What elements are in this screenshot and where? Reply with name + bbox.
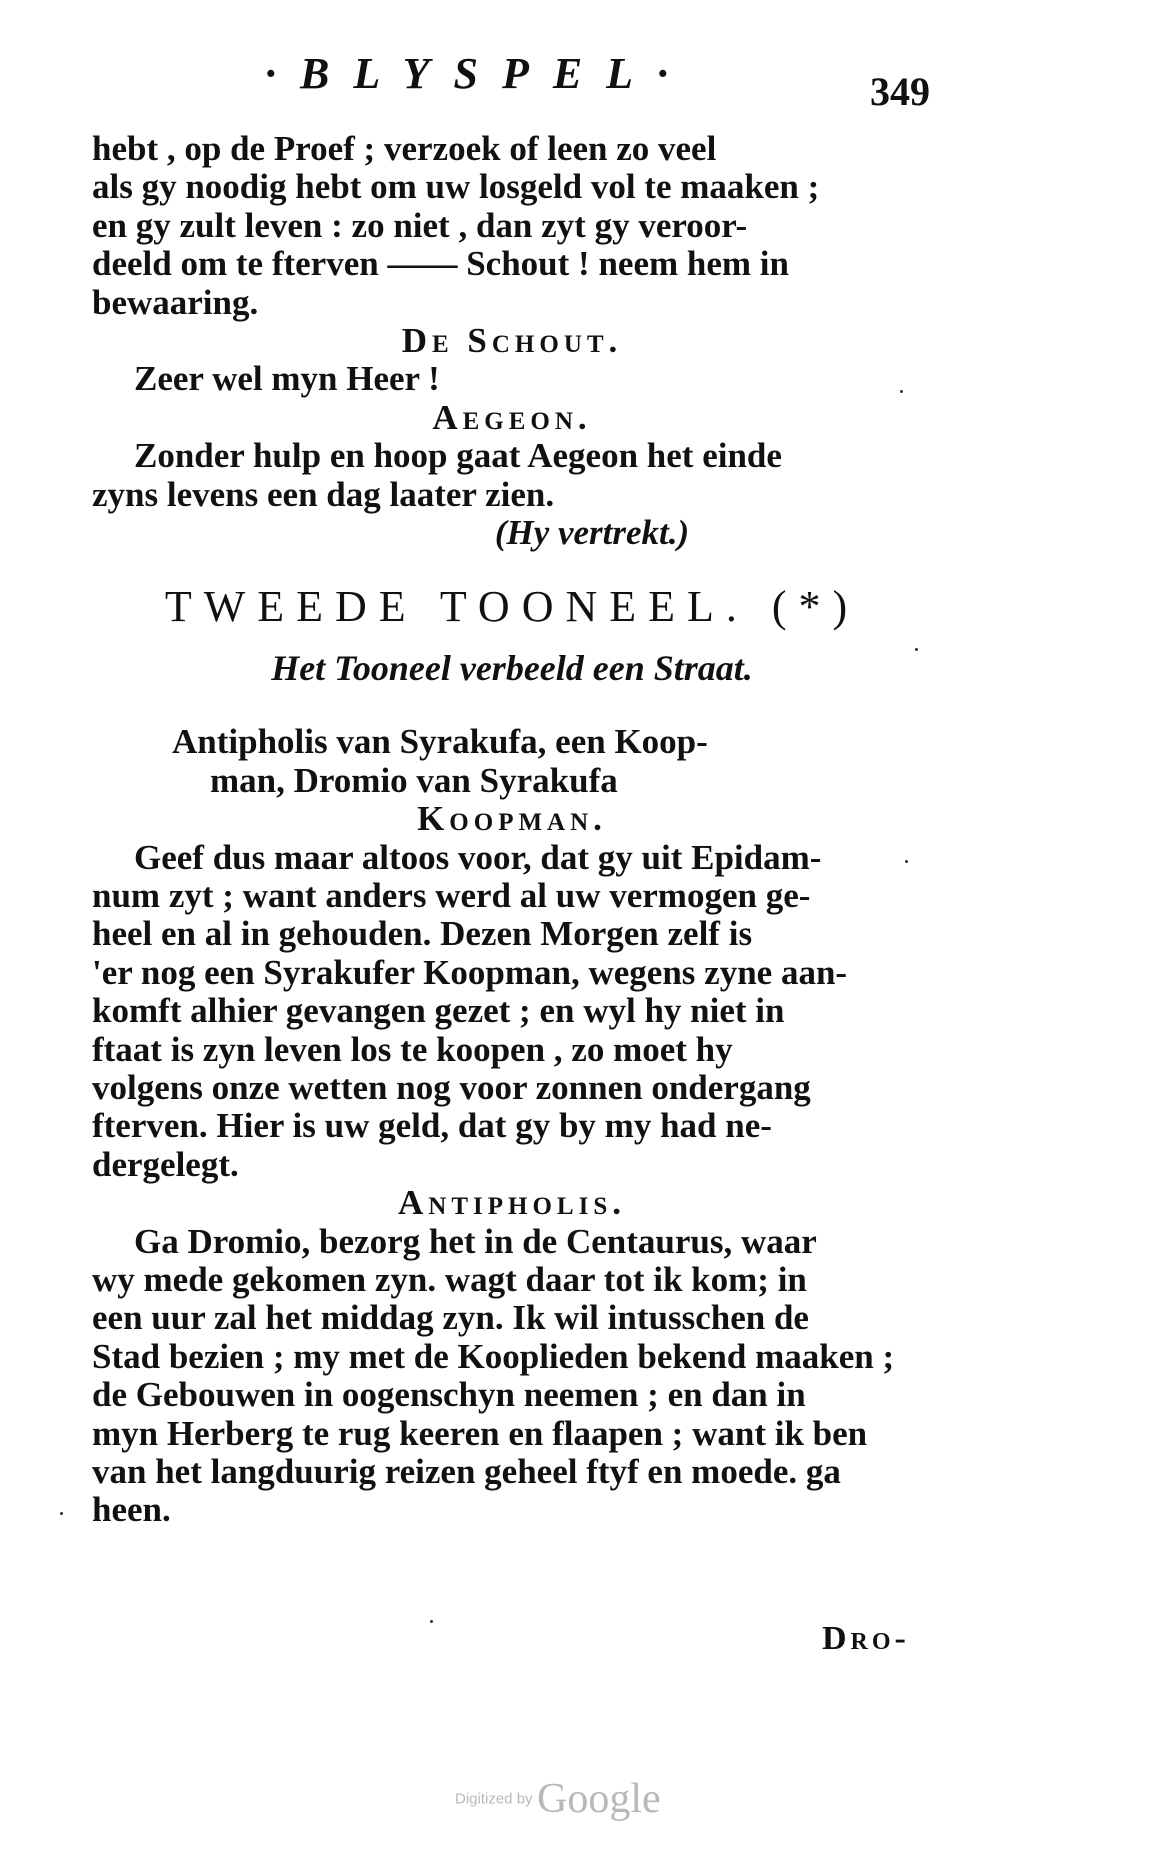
text-line: wy mede gekomen zyn. wagt daar tot ik kom; in xyxy=(92,1259,807,1299)
speaker-koopman: Koopman. xyxy=(417,799,607,839)
text-line: als gy noodig hebt om uw losgeld vol te maaken ; xyxy=(92,167,820,207)
catchword: Dro- xyxy=(822,1620,910,1657)
speaker-aegeon: Aegeon. xyxy=(432,397,592,437)
text-line: volgens onze wetten nog voor zonnen ondergang xyxy=(92,1067,811,1107)
text-line: heen. xyxy=(92,1490,171,1530)
text-line: Geef dus maar altoos voor, dat gy uit Epidam- xyxy=(134,837,822,877)
running-head xyxy=(0,48,1154,114)
text-line: Zonder hulp en hoop gaat Aegeon het einde xyxy=(134,436,782,476)
text-line: bewaaring. xyxy=(92,282,259,322)
text-line: zyns levens een dag laater zien. xyxy=(92,474,555,514)
paragraph-5 xyxy=(92,1223,932,1530)
print-speck xyxy=(905,860,908,863)
text-line: ftaat is zyn leven los te koopen , zo moet hy xyxy=(92,1029,733,1069)
body-text xyxy=(92,130,932,1530)
speaker-antipholis: Antipholis. xyxy=(398,1183,626,1223)
text-line: dergelegt. xyxy=(92,1144,239,1184)
text-line: heel en al in gehouden. Dezen Morgen zelf is xyxy=(92,914,753,954)
text-line: een uur zal het middag zyn. Ik wil intusschen de xyxy=(92,1298,809,1338)
print-speck xyxy=(900,390,903,393)
text-line: num zyt ; want anders werd al uw vermogen ge- xyxy=(92,875,811,915)
speaker-de-schout: De Schout. xyxy=(401,321,623,361)
text-line: Antipholis van Syrakufa, een Koop- xyxy=(172,722,708,762)
text-line: Stad bezien ; my met de Kooplieden bekend maaken ; xyxy=(92,1336,895,1376)
text-line: komft alhier gevangen gezet ; en wyl hy niet in xyxy=(92,991,785,1031)
text-line: man, Dromio van Syrakufa xyxy=(210,760,618,800)
text-line: fterven. Hier is uw geld, dat gy by my had ne- xyxy=(92,1106,772,1146)
text-line: en gy zult leven : zo niet , dan zyt gy veroor- xyxy=(92,205,748,245)
text-line: 'er nog een Syrakufer Koopman, wegens zyne aan- xyxy=(92,952,848,992)
text-line: de Gebouwen in oogenschyn neemen ; en dan in xyxy=(92,1375,806,1415)
stage-direction: (Hy vertrekt.) xyxy=(494,513,690,553)
watermark-small: Digitized by xyxy=(455,1790,533,1808)
text-line: Zeer wel myn Heer ! xyxy=(134,359,440,399)
print-speck xyxy=(915,648,918,651)
text-line: van het langduurig reizen geheel ftyf en moede. ga xyxy=(92,1452,841,1491)
digitized-watermark xyxy=(455,1775,715,1823)
paragraph-2 xyxy=(92,360,932,398)
dramatis-personae xyxy=(92,723,932,800)
running-head-title: ·BLYSPEL· xyxy=(265,49,693,98)
text-line: hebt , op de Proef ; verzoek of leen zo veel xyxy=(92,129,717,168)
paragraph-3 xyxy=(92,437,932,514)
watermark-google: Google xyxy=(537,1776,661,1822)
paragraph-1 xyxy=(92,130,932,322)
text-line: deeld om te fterven —— Schout ! neem hem in xyxy=(92,244,789,284)
text-line: myn Herberg te rug keeren en flaapen ; want ik ben xyxy=(92,1413,868,1453)
page-number: 349 xyxy=(870,69,930,114)
scene-description: Het Tooneel verbeeld een Straat. xyxy=(271,647,753,688)
print-speck xyxy=(430,1620,433,1623)
paragraph-4 xyxy=(92,839,932,1185)
text-line: Ga Dromio, bezorg het in de Centaurus, waar xyxy=(134,1221,817,1261)
scene-heading: TWEEDE TOONEEL. (*) xyxy=(164,582,860,632)
print-speck xyxy=(60,1512,63,1515)
